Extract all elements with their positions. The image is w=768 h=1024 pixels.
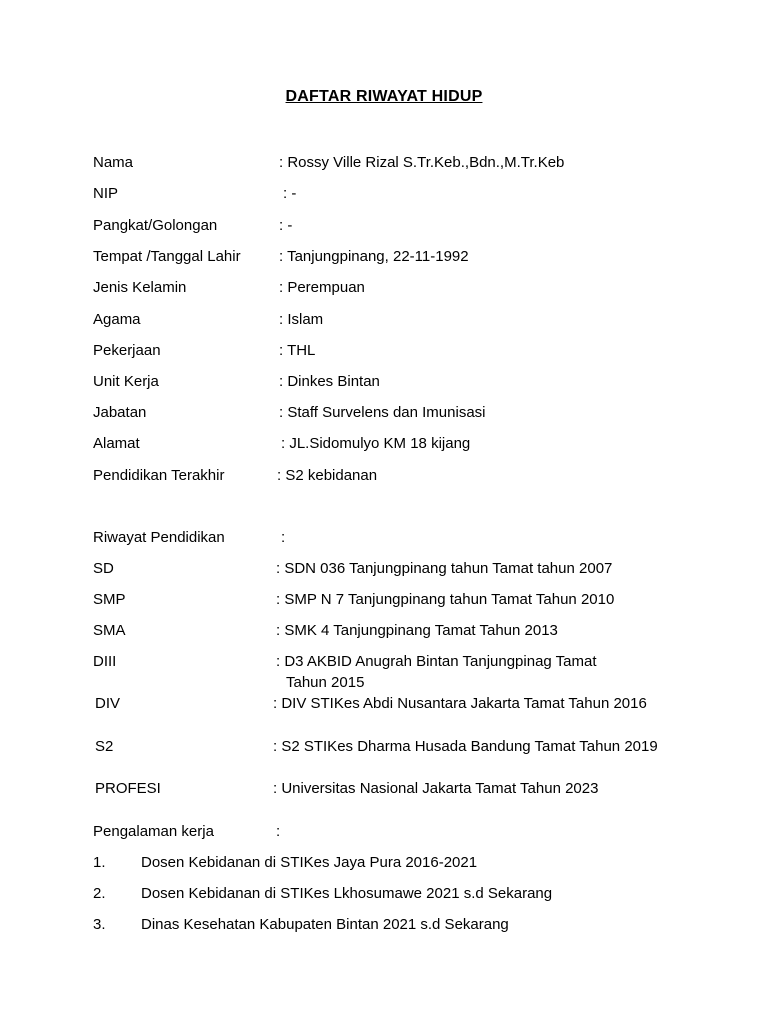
edu-level-sd: SD [93,560,114,577]
edu-level-sma: SMA [93,622,126,639]
value-alamat: : JL.Sidomulyo KM 18 kijang [281,435,471,452]
experience-num-1: 1. [93,854,106,871]
value-nama: : Rossy Ville Rizal S.Tr.Keb.,Bdn.,M.Tr.Keb [279,154,565,171]
edu-value-s2: : S2 STIKes Dharma Husada Bandung Tamat Tahun 2019 [273,738,658,755]
label-nama: Nama [93,154,134,171]
edu-value-diii: : D3 AKBID Anugrah Bintan Tanjungpinag Tamat [276,653,597,670]
document-title: DAFTAR RIWAYAT HIDUP [285,88,483,105]
value-jenis-kelamin: : Perempuan [279,279,365,296]
experience-heading: Pengalaman kerja [93,823,214,840]
label-pekerjaan: Pekerjaan [93,342,161,359]
label-jenis-kelamin: Jenis Kelamin [93,279,187,296]
label-ttl: Tempat /Tanggal Lahir [93,248,241,265]
experience-num-3: 3. [93,916,106,933]
edu-value-sma: : SMK 4 Tanjungpinang Tamat Tahun 2013 [276,622,558,639]
edu-level-div: DIV [95,695,121,712]
edu-level-profesi: PROFESI [95,780,161,797]
experience-heading-colon: : [276,823,281,840]
label-nip: NIP [93,185,119,202]
value-ttl: : Tanjungpinang, 22-11-1992 [279,248,469,265]
value-jabatan: : Staff Survelens dan Imunisasi [279,404,486,421]
edu-level-diii: DIII [93,653,117,670]
value-unit-kerja: : Dinkes Bintan [279,373,380,390]
value-nip: : - [283,185,297,202]
experience-item-2: Dosen Kebidanan di STIKes Lkhosumawe 2021 s.d Sekarang [141,885,553,902]
value-pendidikan-terakhir: : S2 kebidanan [277,467,378,484]
experience-item-1: Dosen Kebidanan di STIKes Jaya Pura 2016-2021 [141,854,478,871]
label-pendidikan-terakhir: Pendidikan Terakhir [93,467,225,484]
edu-level-s2: S2 [95,738,114,755]
education-heading-colon: : [281,529,286,546]
edu-value-sd: : SDN 036 Tanjungpinang tahun Tamat tahun 2007 [276,560,613,577]
label-jabatan: Jabatan [93,404,147,421]
label-pangkat: Pangkat/Golongan [93,217,218,234]
value-pangkat: : - [279,217,293,234]
edu-value-smp: : SMP N 7 Tanjungpinang tahun Tamat Tahun 2010 [276,591,615,608]
value-agama: : Islam [279,311,324,328]
edu-value-profesi: : Universitas Nasional Jakarta Tamat Tahun 2023 [273,780,599,797]
label-agama: Agama [93,311,141,328]
edu-value-diii-cont: Tahun 2015 [286,674,365,691]
edu-level-smp: SMP [93,591,126,608]
value-pekerjaan: : THL [279,342,316,359]
education-heading: Riwayat Pendidikan [93,529,225,546]
label-alamat: Alamat [93,435,140,452]
experience-item-3: Dinas Kesehatan Kabupaten Bintan 2021 s.d Sekarang [141,916,509,933]
label-unit-kerja: Unit Kerja [93,373,159,390]
edu-value-div: : DIV STIKes Abdi Nusantara Jakarta Tamat Tahun 2016 [273,695,647,712]
experience-num-2: 2. [93,885,106,902]
